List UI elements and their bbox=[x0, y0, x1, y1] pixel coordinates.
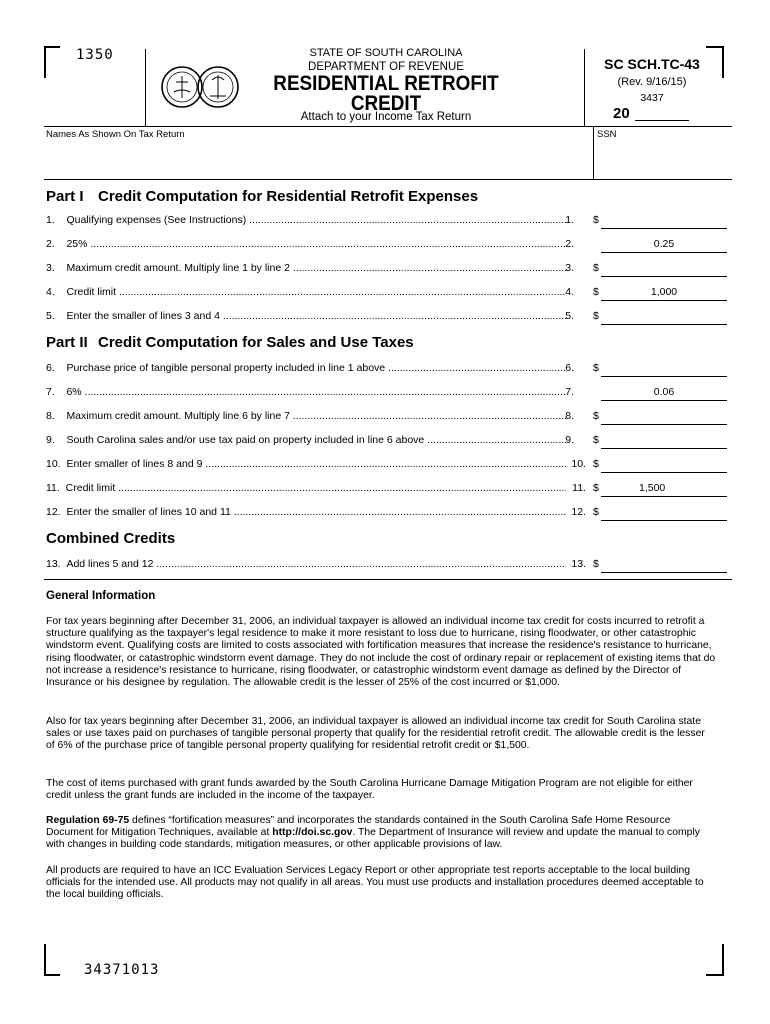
line-description: Enter the smaller of lines 10 and 11 bbox=[66, 506, 231, 518]
names-bottom-rule bbox=[44, 179, 732, 180]
line-row: 3. Maximum credit amount. Multiply line 1 by line 2 ..... 3. $ bbox=[46, 262, 726, 278]
names-label: Names As Shown On Tax Return bbox=[46, 129, 185, 140]
dollar-sign: $ bbox=[593, 214, 599, 226]
line-row: 9. South Carolina sales and/or use tax paid on property included in line 6 above ..... 9. $ bbox=[46, 434, 726, 450]
line-description: Credit limit bbox=[66, 286, 117, 298]
line-number: 2. bbox=[565, 238, 574, 250]
state-seal bbox=[160, 48, 240, 126]
line-description: Add lines 5 and 12 bbox=[66, 558, 154, 570]
doi-link[interactable]: http://doi.sc.gov bbox=[272, 827, 353, 839]
line-number: 9. bbox=[565, 434, 574, 446]
dollar-sign: $ bbox=[593, 286, 599, 298]
line-row: 2. 25% ..... 2. 0.25 bbox=[46, 238, 726, 254]
dollar-sign: $ bbox=[593, 506, 599, 518]
line-row: 8. Maximum credit amount. Multiply line 6 by line 7 ..... 8. $ bbox=[46, 410, 726, 426]
state-name: STATE OF SOUTH CAROLINA bbox=[309, 47, 463, 59]
line-row: 13. Add lines 5 and 12 ..... 13. $ bbox=[46, 558, 726, 574]
dollar-sign: $ bbox=[593, 310, 599, 322]
part2-heading bbox=[46, 334, 414, 351]
line-number: 7. bbox=[565, 386, 574, 398]
line-7-field: 0.06 bbox=[601, 386, 727, 401]
ssn-field[interactable] bbox=[594, 127, 732, 179]
line-description: Credit limit bbox=[65, 482, 116, 494]
schedule-code: SC SCH.TC-43 bbox=[604, 56, 700, 72]
line-description: 6% bbox=[66, 386, 82, 398]
line-row: 4. Credit limit ..... 4. $ 1,000 bbox=[46, 286, 726, 302]
line-description: Purchase price of tangible personal property included in line 1 above bbox=[66, 362, 386, 374]
line-description: Enter the smaller of lines 3 and 4 bbox=[66, 310, 220, 322]
line-12-field[interactable] bbox=[601, 506, 727, 521]
line-row: 5. Enter the smaller of lines 3 and 4 ..... 5. $ bbox=[46, 310, 726, 326]
line-4-field: 1,000 bbox=[601, 286, 727, 301]
line-number: 6. bbox=[565, 362, 574, 374]
corner-mark-top-right bbox=[706, 46, 724, 78]
line-number: 13. bbox=[571, 558, 586, 570]
combined-heading: Combined Credits bbox=[46, 530, 176, 547]
dollar-sign: $ bbox=[593, 458, 599, 470]
line-number: 5. bbox=[565, 310, 574, 322]
line-description: 25% bbox=[66, 238, 88, 250]
dollar-sign: $ bbox=[593, 482, 599, 494]
line-number: 10. bbox=[571, 458, 586, 470]
line-description: South Carolina sales and/or use tax paid on property included in line 6 above bbox=[66, 434, 425, 446]
line-number: 3. bbox=[565, 262, 574, 274]
general-info-paragraph-1: For tax years beginning after December 31, 2006, an individual taxpayer is allowed an individual income tax credit for costs incurred to retrofit a structure qualifying as the taxpayer's legal residence to make it more resistant to loss due to hurricane, rising floodwater, or other catastrophic windstorm event. Qualifying costs are limited to costs associated with fortification measures that increase the residence's resistance to hurricane, rising floodwater, or catastrophic windstorm event damage. They do not include the cost of ordinary repair or replacement of existing items that do not increase a residence's resistance to hurricane, rising floodwater, or catastrophic windstorm event damage as defined by the Director of Insurance or his designee by regulation. The allowable credit is the lesser of 25% of the cost incurred or $1,000. bbox=[46, 616, 716, 689]
line-2-field: 0.25 bbox=[601, 238, 727, 253]
line-row: 6. Purchase price of tangible personal property included in line 1 above ..... 6. $ bbox=[46, 362, 726, 378]
line-row: 10. Enter smaller of lines 8 and 9 ..... 10. $ bbox=[46, 458, 726, 474]
form-number: 3437 bbox=[640, 92, 664, 104]
line-row: 11. Credit limit ..... 11. $ 1,500 bbox=[46, 482, 726, 498]
revision-date: (Rev. 9/16/15) bbox=[617, 76, 687, 88]
tax-year-prefix: 20 bbox=[613, 105, 630, 122]
line-3-field[interactable] bbox=[601, 262, 727, 277]
corner-mark-top-left bbox=[44, 46, 60, 78]
line-number-prefix: 1. bbox=[46, 214, 67, 226]
part1-label: Part I bbox=[46, 188, 84, 205]
part2-title: Credit Computation for Sales and Use Taxes bbox=[98, 334, 414, 351]
regulation-reference: Regulation 69-75 bbox=[46, 815, 130, 826]
seal-icon bbox=[160, 48, 240, 126]
part1-title: Credit Computation for Residential Retrofit Expenses bbox=[98, 188, 479, 205]
line-description: Qualifying expenses (See Instructions) bbox=[66, 214, 247, 226]
line-number: 4. bbox=[565, 286, 574, 298]
line-row bbox=[46, 214, 726, 230]
dollar-sign: $ bbox=[593, 362, 599, 374]
line-8-field[interactable] bbox=[601, 410, 727, 425]
general-info-paragraph-5: All products are required to have an ICC Evaluation Services Legacy Report or other appropriate test reports acceptable to the local building officials for the intended use. All products may not qualify in all areas. You must use products and installation procedures deemed acceptable to the local building officials. bbox=[46, 865, 704, 901]
attach-instruction: Attach to your Income Tax Return bbox=[300, 111, 472, 123]
part1-heading bbox=[46, 188, 478, 205]
corner-mark-bottom-left bbox=[44, 944, 60, 976]
line-9-field[interactable] bbox=[601, 434, 727, 449]
form-code: 1350 bbox=[76, 47, 114, 63]
line-10-field[interactable] bbox=[601, 458, 727, 473]
dollar-sign: $ bbox=[593, 434, 599, 446]
line-1-field[interactable] bbox=[601, 214, 727, 229]
general-info-paragraph-2: Also for tax years beginning after December 31, 2006, an individual taxpayer is allowed an individual income tax credit for South Carolina state sales or use taxes paid on purchases of tangible personal property that qualify for the residential retrofit credit. The allowable credit is the lesser of 6% of the purchase price of tangible personal property qualifying for residential retrofit credit or $1,500. bbox=[46, 716, 705, 752]
corner-mark-bottom-right bbox=[706, 944, 724, 976]
dollar-sign: $ bbox=[593, 262, 599, 274]
dollar-sign: $ bbox=[593, 410, 599, 422]
line-row: 7. 6% ..... 7. 0.06 bbox=[46, 386, 726, 402]
barcode-number: 34371013 bbox=[84, 962, 160, 978]
department-name: DEPARTMENT OF REVENUE bbox=[308, 61, 464, 73]
line-description: Maximum credit amount. Multiply line 6 by line 7 bbox=[66, 410, 290, 422]
form-title-line2: CREDIT bbox=[350, 92, 422, 115]
line-6-field[interactable] bbox=[601, 362, 727, 377]
line-row: 12. Enter the smaller of lines 10 and 11 ..... 12. $ bbox=[46, 506, 726, 522]
form-title-line1: RESIDENTIAL RETROFIT bbox=[273, 72, 499, 95]
line-5-field[interactable] bbox=[601, 310, 727, 325]
section-rule bbox=[44, 579, 732, 580]
header-divider-left bbox=[145, 49, 146, 127]
line-description: Maximum credit amount. Multiply line 1 by line 2 bbox=[66, 262, 290, 274]
general-info-paragraph-4: Regulation 69-75 defines “fortification measures” and incorporates the standards contained in the South Carolina Safe Home Resource Document for Mitigation Techniques, available at http://doi.sc.gov. The Department of Insurance will review and update the manual to comply with changes in building code standards, mitigation measures, or other applicable provisions of law. bbox=[46, 815, 700, 851]
ssn-label: SSN bbox=[597, 129, 617, 140]
header-divider-right bbox=[584, 49, 585, 127]
dollar-sign: $ bbox=[593, 558, 599, 570]
line-number: 11. bbox=[572, 482, 586, 494]
line-description: Enter smaller of lines 8 and 9 bbox=[66, 458, 203, 470]
general-info-heading: General Information bbox=[46, 590, 156, 602]
line-number: 8. bbox=[565, 410, 574, 422]
line-number: 12. bbox=[571, 506, 586, 518]
tax-year-field[interactable] bbox=[635, 104, 689, 121]
names-field[interactable] bbox=[44, 127, 584, 179]
line-13-field[interactable] bbox=[601, 558, 727, 573]
line-11-field: 1,500 bbox=[601, 482, 727, 497]
general-info-paragraph-3: The cost of items purchased with grant funds awarded by the South Carolina Hurricane Damage Mitigation Program are not eligible for either credit unless the grant funds are included in the income of the taxpayer. bbox=[46, 778, 693, 802]
line-number: 1. bbox=[565, 214, 574, 226]
part2-label: Part II bbox=[46, 334, 88, 351]
